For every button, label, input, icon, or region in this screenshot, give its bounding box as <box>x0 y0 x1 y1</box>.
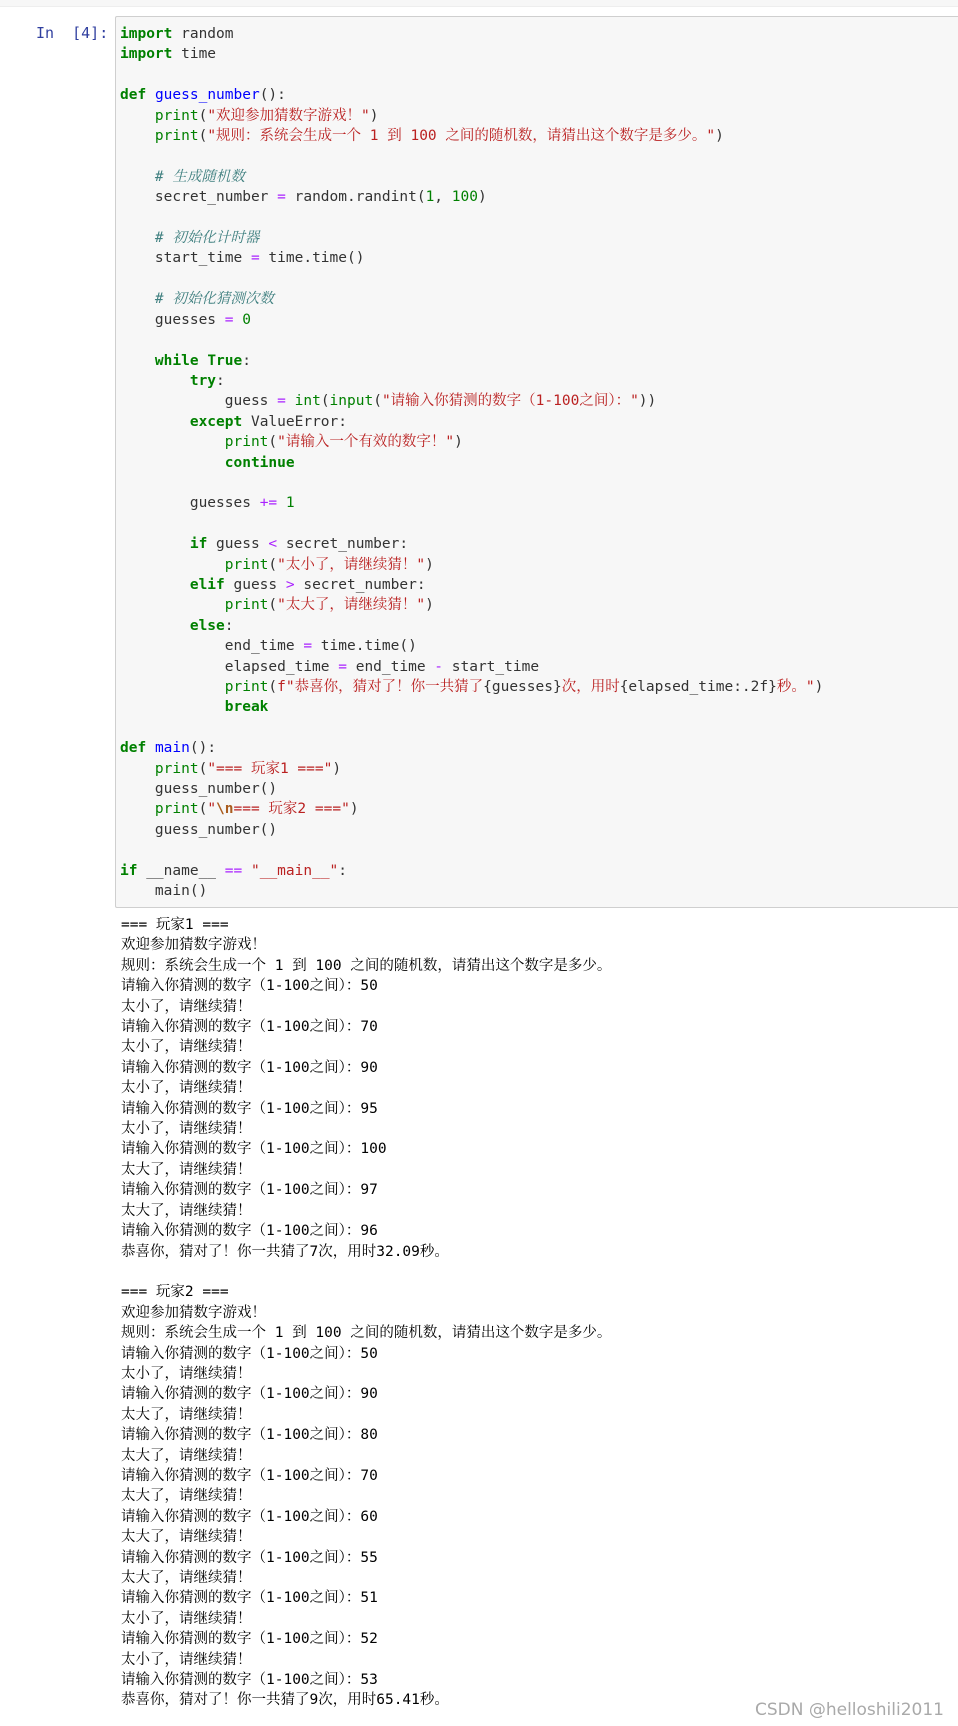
code-token: secret_number: <box>294 576 426 593</box>
code-token: print <box>154 801 199 818</box>
code-token: guess_number() <box>120 821 278 838</box>
watermark: CSDN @helloshili2011 <box>754 1700 944 1720</box>
code-token: ( <box>198 801 208 818</box>
code-line <box>120 699 268 715</box>
code-token: print <box>154 760 199 777</box>
code-token: "规则：系统会生成一个 1 到 100 之间的随机数，请猜出这个数字是多少。" <box>207 128 716 145</box>
output-line: 请输入你猜测的数字（1-100之间）：53 <box>121 1672 378 1689</box>
output-line: 太小了，请继续猜！ <box>121 1651 252 1668</box>
code-token: (): <box>259 87 286 104</box>
output-line: 请输入你猜测的数字（1-100之间）：50 <box>121 1345 378 1362</box>
code-token <box>120 699 225 715</box>
code-token: elapsed_time <box>120 658 339 675</box>
output-line: 请输入你猜测的数字（1-100之间）：96 <box>121 1223 378 1240</box>
code-token <box>120 128 155 144</box>
code-token: print <box>224 597 269 614</box>
code-token: def <box>120 87 147 104</box>
code-line <box>120 801 359 817</box>
code-token: 次，用时 <box>561 679 620 695</box>
code-token: end_time <box>120 638 304 655</box>
code-token: True <box>207 352 243 369</box>
output-line: 恭喜你，猜对了！你一共猜了9次，用时65.41秒。 <box>121 1692 449 1709</box>
code-line <box>120 618 234 634</box>
code-token: # 初始化猜测次数 <box>154 291 274 308</box>
output-line: 请输入你猜测的数字（1-100之间）：90 <box>121 1059 378 1076</box>
code-line <box>120 250 364 266</box>
code-line <box>120 353 251 369</box>
code-line <box>120 495 295 511</box>
code-line <box>120 659 539 675</box>
code-token: "欢迎参加猜数字游戏！" <box>207 107 370 124</box>
code-token: < <box>268 536 278 553</box>
code-token: ) <box>814 679 824 695</box>
code-token <box>120 761 155 777</box>
code-token: f"恭喜你，猜对了！你一共猜了 <box>277 679 484 695</box>
code-token: "=== 玩家1 ===" <box>207 760 333 777</box>
code-line <box>120 597 434 613</box>
output-line: === 玩家1 === <box>121 917 229 933</box>
code-token: __name__ <box>137 862 225 879</box>
code-line <box>120 455 295 471</box>
code-token: {guesses} <box>483 679 562 695</box>
code-token: "请输入一个有效的数字！" <box>277 434 455 451</box>
code-line <box>120 883 207 899</box>
code-token: ( <box>268 597 278 614</box>
output-line: 请输入你猜测的数字（1-100之间）：52 <box>121 1631 378 1648</box>
code-token <box>120 455 225 471</box>
code-token: while <box>154 352 199 369</box>
code-line <box>120 373 225 389</box>
code-token: # 生成随机数 <box>154 168 245 185</box>
code-token: ) <box>425 597 434 614</box>
code-token: 秒。" <box>776 679 815 695</box>
code-token: continue <box>224 454 295 471</box>
output-line: 规则：系统会生成一个 1 到 100 之间的随机数，请猜出这个数字是多少。 <box>121 957 612 974</box>
code-line <box>120 128 724 144</box>
code-token: ) <box>477 189 487 206</box>
output-line: 规则：系统会生成一个 1 到 100 之间的随机数，请猜出这个数字是多少。 <box>121 1325 612 1342</box>
code-token: \n <box>216 801 234 818</box>
output-line: 太大了，请继续猜！ <box>121 1488 252 1505</box>
code-line <box>120 863 347 879</box>
code-token: try <box>189 372 217 389</box>
code-token <box>242 414 251 430</box>
code-token: else <box>189 617 225 634</box>
code-token <box>120 618 190 634</box>
code-line <box>120 577 426 593</box>
output-line: 请输入你猜测的数字（1-100之间）：97 <box>121 1182 378 1199</box>
output-line: 太小了，请继续猜！ <box>121 1121 252 1138</box>
code-token: : <box>224 617 234 634</box>
code-token: ) <box>454 434 463 451</box>
output-line: 请输入你猜测的数字（1-100之间）：90 <box>121 1386 378 1403</box>
code-line <box>120 312 251 328</box>
code-line <box>120 393 656 409</box>
code-line <box>120 414 347 430</box>
code-token: ( <box>198 107 208 124</box>
code-line <box>120 87 286 103</box>
code-token: print <box>154 128 199 145</box>
output-line: 欢迎参加猜数字游戏！ <box>121 1304 266 1321</box>
output-line: 请输入你猜测的数字（1-100之间）：95 <box>121 1100 378 1117</box>
code-token: secret_number: <box>277 536 409 553</box>
code-token: import <box>120 46 173 63</box>
code-token: 100 <box>451 189 478 206</box>
code-token: random <box>172 26 234 42</box>
code-token: end_time <box>346 658 435 675</box>
code-token: start_time <box>120 250 251 267</box>
output-line: 太大了，请继续猜！ <box>121 1570 252 1586</box>
code-token <box>242 863 251 879</box>
code-token: - <box>434 658 444 675</box>
code-token: guess_number <box>154 87 260 104</box>
code-token: time.time() <box>259 250 365 267</box>
code-token: " <box>207 801 217 818</box>
code-token: guess <box>120 393 278 410</box>
code-token: break <box>224 699 269 716</box>
code-line <box>120 638 417 654</box>
code-line <box>120 761 341 777</box>
code-token: ( <box>320 393 330 410</box>
code-token: ( <box>198 760 208 777</box>
code-token: = <box>303 638 313 655</box>
code-token <box>277 495 286 511</box>
code-token: += <box>259 495 278 512</box>
input-prompt: In [4]: <box>36 24 109 42</box>
code-token: ( <box>198 128 208 145</box>
code-token <box>199 353 208 369</box>
notebook-top-border <box>0 0 958 7</box>
output-line: 请输入你猜测的数字（1-100之间）：70 <box>121 1019 378 1036</box>
code-token: input <box>329 393 374 410</box>
code-token: (): <box>189 740 217 757</box>
output-line: 太小了，请继续猜！ <box>121 1610 252 1627</box>
code-token <box>120 577 190 593</box>
code-token <box>120 291 155 307</box>
code-line <box>120 46 216 62</box>
output-line: 太小了，请继续猜！ <box>121 1039 252 1056</box>
output-line: 欢迎参加猜数字游戏！ <box>121 937 266 954</box>
code-token: {elapsed_time:.2f} <box>619 679 777 695</box>
code-token: if <box>189 536 208 553</box>
code-token: ( <box>268 434 278 451</box>
code-token: )) <box>638 393 657 410</box>
output-line: 太大了，请继续猜！ <box>121 1202 252 1219</box>
code-token: == <box>224 862 243 879</box>
code-token: = <box>250 250 260 267</box>
code-line <box>120 740 216 756</box>
output-line: 请输入你猜测的数字（1-100之间）：55 <box>121 1549 378 1566</box>
output-line: 太大了，请继续猜！ <box>121 1161 252 1178</box>
code-token: 1 <box>425 189 435 206</box>
code-token <box>120 373 190 389</box>
code-token: time <box>172 46 217 63</box>
code-token: int <box>294 393 321 410</box>
code-token: print <box>224 434 269 451</box>
output-line: 请输入你猜测的数字（1-100之间）：51 <box>121 1590 378 1607</box>
code-token: guesses <box>120 311 225 328</box>
code-token <box>120 169 155 185</box>
code-token: ) <box>425 556 434 573</box>
code-token: guess_number() <box>120 781 278 798</box>
code-editor[interactable] <box>120 24 823 901</box>
code-token <box>146 87 155 103</box>
code-token: ) <box>349 801 359 818</box>
code-token: guess <box>224 576 286 593</box>
output-line: 太大了，请继续猜！ <box>121 1406 252 1423</box>
code-token: main() <box>120 883 208 900</box>
code-token: = <box>277 189 286 206</box>
code-line <box>120 291 274 307</box>
output-line: 请输入你猜测的数字（1-100之间）：70 <box>121 1467 378 1484</box>
code-token: : <box>242 352 251 369</box>
code-token: ) <box>715 128 724 145</box>
code-token: "太小了，请继续猜！" <box>277 556 426 573</box>
output-line: 太大了，请继续猜！ <box>121 1447 252 1464</box>
code-token: ( <box>268 556 278 573</box>
code-token: time.time() <box>312 638 417 655</box>
code-token <box>120 597 225 613</box>
output-line: 太大了，请继续猜！ <box>121 1529 252 1546</box>
code-token: : <box>338 862 348 879</box>
code-token <box>120 414 190 430</box>
output-line: 太小了，请继续猜！ <box>121 1080 252 1097</box>
output-line: 请输入你猜测的数字（1-100之间）：80 <box>121 1427 378 1444</box>
code-token: main <box>154 740 190 757</box>
code-token <box>146 740 155 756</box>
code-token: ) <box>332 760 342 777</box>
output-line: === 玩家2 === <box>121 1284 229 1301</box>
code-token: secret_number <box>120 189 278 206</box>
code-token: print <box>224 679 269 695</box>
code-line <box>120 189 487 205</box>
code-token: ) <box>369 107 379 124</box>
output-line: 太小了，请继续猜！ <box>121 1365 252 1382</box>
code-token: > <box>285 576 295 593</box>
code-token <box>120 108 155 124</box>
code-token <box>120 557 225 573</box>
code-line <box>120 434 463 450</box>
code-token: ( <box>268 679 278 695</box>
code-line <box>120 822 277 838</box>
code-token: = <box>224 311 234 328</box>
output-line: 请输入你猜测的数字（1-100之间）：50 <box>121 978 378 995</box>
code-token: , <box>434 189 452 206</box>
code-line <box>120 26 234 42</box>
code-token: "太大了，请继续猜！" <box>277 597 426 614</box>
code-token: === 玩家2 ===" <box>233 801 350 818</box>
code-token: import <box>120 26 173 42</box>
code-token: "请输入你猜测的数字（1-100之间）：" <box>381 393 639 410</box>
output-line: 太小了，请继续猜！ <box>121 998 252 1015</box>
code-line <box>120 557 434 573</box>
code-token <box>120 679 225 695</box>
code-token: except <box>189 413 243 430</box>
code-token: # 初始化计时器 <box>154 230 260 247</box>
code-token: if <box>120 862 138 879</box>
code-token: : <box>216 372 225 389</box>
code-token <box>120 434 225 450</box>
code-token: print <box>224 556 269 573</box>
code-line <box>120 536 408 552</box>
code-token: guess <box>207 536 269 553</box>
code-token: : <box>338 413 348 430</box>
code-token: ValueError <box>250 413 339 430</box>
code-line <box>120 679 823 695</box>
code-token: 1 <box>285 495 295 512</box>
code-token: ( <box>373 393 382 410</box>
output-line: 请输入你猜测的数字（1-100之间）：60 <box>121 1508 378 1525</box>
code-token: 0 <box>242 311 251 328</box>
code-token <box>120 230 155 246</box>
output-line: 请输入你猜测的数字（1-100之间）：100 <box>121 1141 387 1158</box>
code-line <box>120 169 245 185</box>
code-line <box>120 781 277 797</box>
code-token: random.randint( <box>285 189 426 206</box>
code-token: def <box>120 740 147 757</box>
code-token: = <box>338 658 347 675</box>
code-line <box>120 108 379 124</box>
cell-output <box>121 915 611 1711</box>
code-token: elif <box>189 576 225 593</box>
code-token <box>286 393 295 409</box>
code-line <box>120 230 259 246</box>
code-token: = <box>277 393 286 410</box>
code-token: guesses <box>120 495 260 512</box>
code-token <box>234 312 243 328</box>
code-token: "__main__" <box>250 862 339 879</box>
code-token <box>120 353 155 369</box>
code-token <box>120 536 190 552</box>
code-token <box>120 801 155 817</box>
code-token: start_time <box>443 658 540 675</box>
code-token: print <box>154 107 199 124</box>
output-line: 恭喜你，猜对了！你一共猜了7次，用时32.09秒。 <box>121 1243 449 1260</box>
